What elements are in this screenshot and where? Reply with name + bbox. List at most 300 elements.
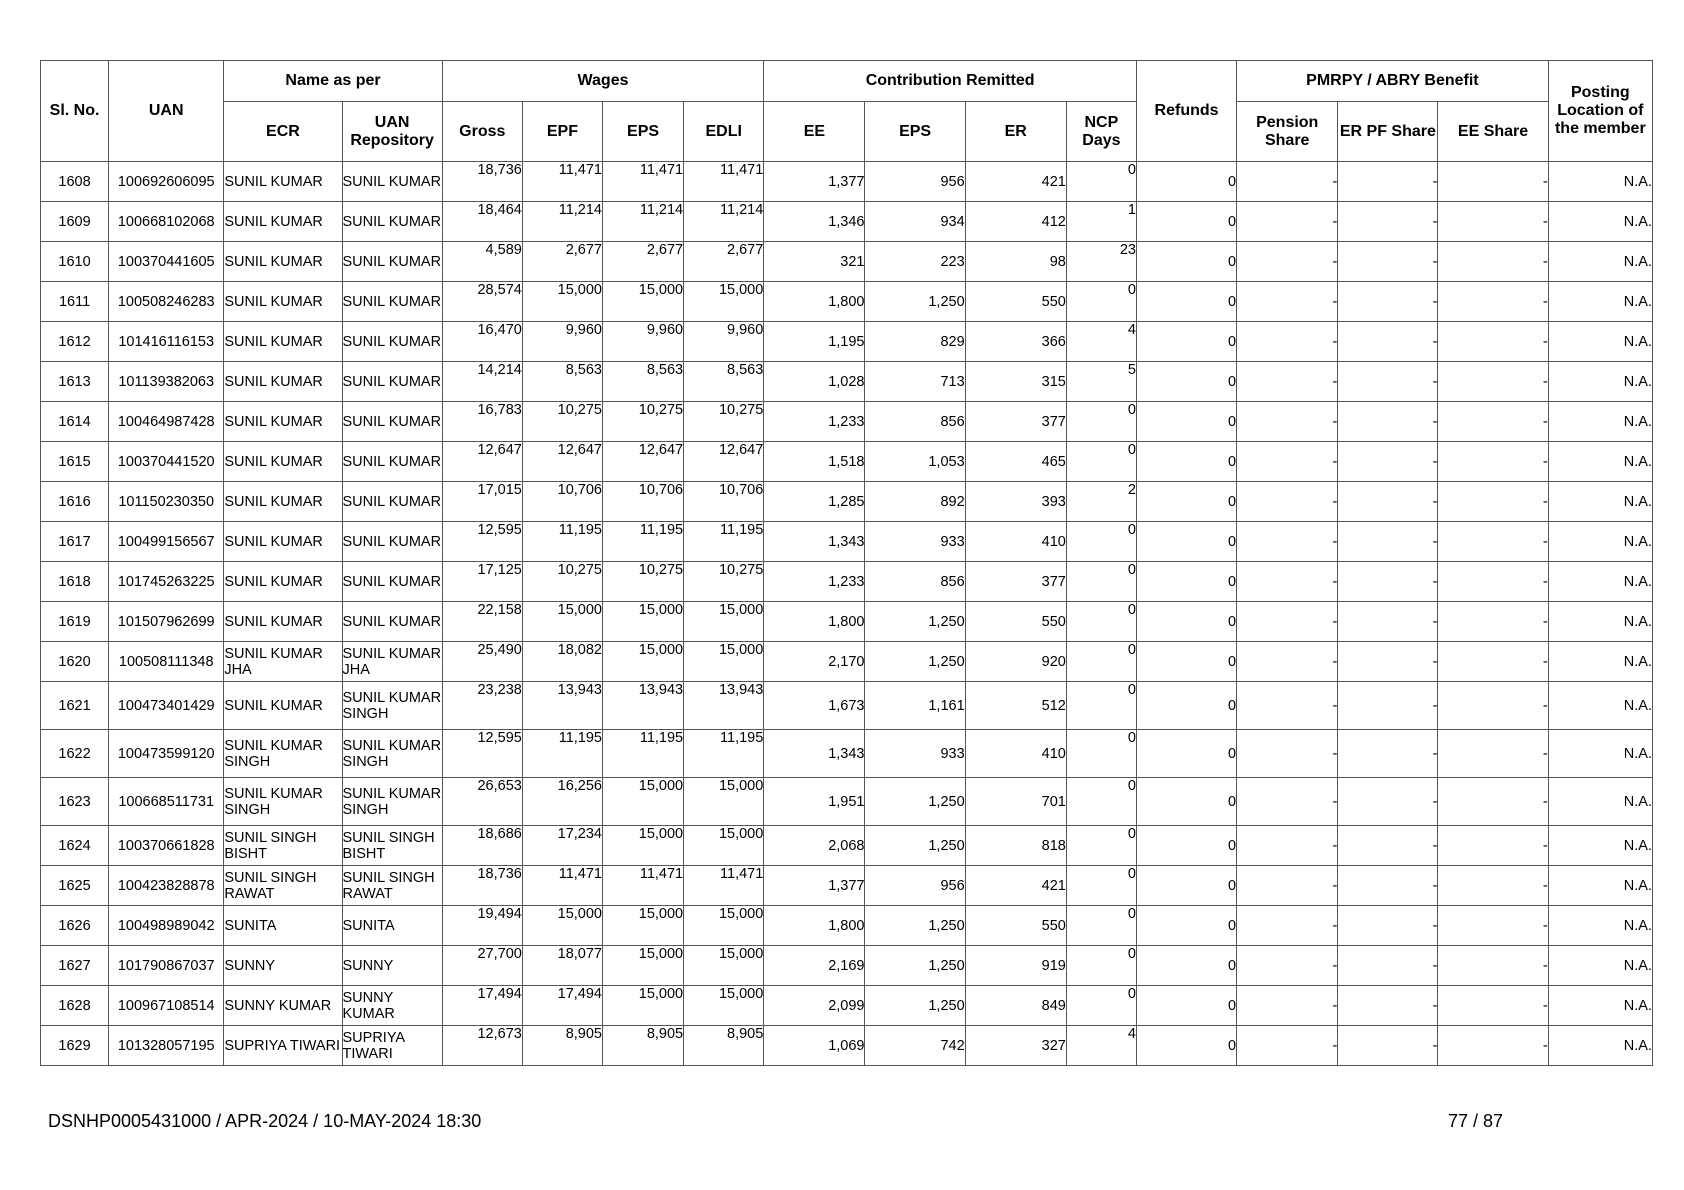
cell-refunds: 0 [1136, 946, 1236, 986]
cell-pension-share: - [1237, 946, 1338, 986]
cell-refunds: 0 [1136, 602, 1236, 642]
cell-ncp-days: 4 [1066, 1026, 1136, 1066]
cell-eps-contribution: 1,053 [865, 442, 965, 482]
cell-eps-contribution: 856 [865, 402, 965, 442]
header-epf: EPF [522, 102, 602, 162]
cell-posting-location: N.A. [1548, 778, 1652, 826]
header-ncp-days: NCP Days [1066, 102, 1136, 162]
cell-refunds: 0 [1136, 362, 1236, 402]
cell-gross: 26,653 [442, 778, 522, 826]
cell-sl-no: 1614 [41, 402, 109, 442]
cell-refunds: 0 [1136, 778, 1236, 826]
cell-posting-location: N.A. [1548, 866, 1652, 906]
cell-er-pf-share: - [1338, 866, 1438, 906]
cell-refunds: 0 [1136, 202, 1236, 242]
cell-sl-no: 1613 [41, 362, 109, 402]
table-row [41, 362, 1653, 402]
cell-edli: 15,000 [684, 778, 764, 826]
cell-er-pf-share: - [1338, 162, 1438, 202]
footer-page-number: 77 / 87 [1448, 1111, 1504, 1131]
cell-er: 98 [965, 242, 1066, 282]
cell-name-ecr: SUNNY [224, 946, 342, 986]
cell-er: 377 [965, 562, 1066, 602]
cell-sl-no: 1626 [41, 906, 109, 946]
cell-ee: 1,285 [764, 482, 865, 522]
cell-ee: 1,518 [764, 442, 865, 482]
cell-posting-location: N.A. [1548, 906, 1652, 946]
cell-uan: 101150230350 [109, 482, 224, 522]
cell-uan: 100473401429 [109, 682, 224, 730]
cell-name-uan-repository: SUNIL KUMAR [342, 522, 442, 562]
header-contribution-remitted: Contribution Remitted [764, 61, 1137, 102]
cell-ncp-days: 0 [1066, 522, 1136, 562]
cell-eps-wages: 11,214 [602, 202, 683, 242]
cell-eps-contribution: 1,250 [865, 946, 965, 986]
cell-epf: 15,000 [522, 906, 602, 946]
cell-edli: 10,706 [684, 482, 764, 522]
header-sl-no: Sl. No. [41, 61, 109, 162]
table-row [41, 682, 1653, 730]
cell-ncp-days: 0 [1066, 778, 1136, 826]
cell-sl-no: 1609 [41, 202, 109, 242]
cell-eps-wages: 10,706 [602, 482, 683, 522]
cell-epf: 18,082 [522, 642, 602, 682]
cell-refunds: 0 [1136, 162, 1236, 202]
cell-eps-wages: 10,275 [602, 562, 683, 602]
cell-refunds: 0 [1136, 522, 1236, 562]
cell-er: 421 [965, 162, 1066, 202]
cell-ncp-days: 1 [1066, 202, 1136, 242]
cell-er: 512 [965, 682, 1066, 730]
cell-refunds: 0 [1136, 826, 1236, 866]
header-er: ER [965, 102, 1066, 162]
cell-name-uan-repository: SUNIL KUMAR [342, 402, 442, 442]
cell-name-ecr: SUNNY KUMAR [224, 986, 342, 1026]
cell-ncp-days: 0 [1066, 402, 1136, 442]
cell-pension-share: - [1237, 730, 1338, 778]
cell-ncp-days: 4 [1066, 322, 1136, 362]
cell-name-ecr: SUNIL KUMAR [224, 202, 342, 242]
table-row [41, 482, 1653, 522]
cell-name-uan-repository: SUNIL KUMAR [342, 482, 442, 522]
cell-pension-share: - [1237, 202, 1338, 242]
cell-name-ecr: SUNIL KUMAR SINGH [224, 730, 342, 778]
table-row [41, 562, 1653, 602]
cell-sl-no: 1621 [41, 682, 109, 730]
cell-er-pf-share: - [1338, 242, 1438, 282]
cell-sl-no: 1608 [41, 162, 109, 202]
cell-ee: 1,069 [764, 1026, 865, 1066]
cell-name-uan-repository: SUNIL KUMAR [342, 162, 442, 202]
cell-sl-no: 1610 [41, 242, 109, 282]
cell-ee-share: - [1438, 730, 1548, 778]
cell-er-pf-share: - [1338, 362, 1438, 402]
cell-er: 327 [965, 1026, 1066, 1066]
cell-ee: 1,800 [764, 282, 865, 322]
cell-name-uan-repository: SUNITA [342, 906, 442, 946]
cell-uan: 100508111348 [109, 642, 224, 682]
cell-edli: 15,000 [684, 906, 764, 946]
cell-pension-share: - [1237, 562, 1338, 602]
cell-epf: 10,275 [522, 402, 602, 442]
cell-gross: 28,574 [442, 282, 522, 322]
cell-ncp-days: 0 [1066, 162, 1136, 202]
cell-er: 919 [965, 946, 1066, 986]
cell-pension-share: - [1237, 778, 1338, 826]
cell-eps-contribution: 1,161 [865, 682, 965, 730]
cell-eps-contribution: 1,250 [865, 986, 965, 1026]
cell-posting-location: N.A. [1548, 602, 1652, 642]
cell-er-pf-share: - [1338, 682, 1438, 730]
cell-uan: 100473599120 [109, 730, 224, 778]
cell-eps-contribution: 1,250 [865, 778, 965, 826]
cell-name-ecr: SUNIL KUMAR [224, 242, 342, 282]
cell-eps-wages: 15,000 [602, 778, 683, 826]
cell-posting-location: N.A. [1548, 442, 1652, 482]
cell-gross: 12,647 [442, 442, 522, 482]
cell-ncp-days: 0 [1066, 730, 1136, 778]
cell-ee: 2,169 [764, 946, 865, 986]
cell-name-uan-repository: SUNIL KUMAR [342, 242, 442, 282]
cell-name-ecr: SUNIL KUMAR JHA [224, 642, 342, 682]
cell-uan: 101416116153 [109, 322, 224, 362]
cell-posting-location: N.A. [1548, 362, 1652, 402]
table-row [41, 242, 1653, 282]
cell-epf: 18,077 [522, 946, 602, 986]
cell-er: 410 [965, 730, 1066, 778]
cell-ee: 1,346 [764, 202, 865, 242]
cell-posting-location: N.A. [1548, 162, 1652, 202]
cell-eps-wages: 13,943 [602, 682, 683, 730]
cell-er-pf-share: - [1338, 906, 1438, 946]
cell-ncp-days: 0 [1066, 866, 1136, 906]
header-pension-share: Pension Share [1237, 102, 1338, 162]
header-ecr: ECR [224, 102, 342, 162]
cell-ncp-days: 2 [1066, 482, 1136, 522]
cell-uan: 101328057195 [109, 1026, 224, 1066]
cell-sl-no: 1624 [41, 826, 109, 866]
cell-gross: 4,589 [442, 242, 522, 282]
cell-eps-wages: 8,563 [602, 362, 683, 402]
table-row [41, 162, 1653, 202]
cell-ee-share: - [1438, 562, 1548, 602]
cell-epf: 8,563 [522, 362, 602, 402]
cell-epf: 12,647 [522, 442, 602, 482]
cell-eps-wages: 2,677 [602, 242, 683, 282]
cell-er: 366 [965, 322, 1066, 362]
cell-ncp-days: 0 [1066, 642, 1136, 682]
cell-name-ecr: SUNIL KUMAR SINGH [224, 778, 342, 826]
cell-gross: 12,595 [442, 730, 522, 778]
header-pmrpy-abry: PMRPY / ABRY Benefit [1237, 61, 1549, 102]
header-edli: EDLI [684, 102, 764, 162]
cell-gross: 14,214 [442, 362, 522, 402]
cell-sl-no: 1622 [41, 730, 109, 778]
cell-epf: 10,706 [522, 482, 602, 522]
cell-name-uan-repository: SUNIL KUMAR [342, 562, 442, 602]
cell-posting-location: N.A. [1548, 642, 1652, 682]
cell-eps-contribution: 1,250 [865, 906, 965, 946]
cell-epf: 15,000 [522, 282, 602, 322]
cell-posting-location: N.A. [1548, 682, 1652, 730]
cell-sl-no: 1617 [41, 522, 109, 562]
cell-uan: 101507962699 [109, 602, 224, 642]
cell-edli: 11,471 [684, 866, 764, 906]
cell-eps-wages: 15,000 [602, 906, 683, 946]
cell-er-pf-share: - [1338, 562, 1438, 602]
header-wages: Wages [442, 61, 764, 102]
cell-eps-wages: 15,000 [602, 602, 683, 642]
cell-eps-contribution: 713 [865, 362, 965, 402]
cell-eps-contribution: 933 [865, 730, 965, 778]
cell-name-uan-repository: SUNIL KUMAR SINGH [342, 778, 442, 826]
cell-ee-share: - [1438, 202, 1548, 242]
cell-name-ecr: SUPRIYA TIWARI [224, 1026, 342, 1066]
cell-gross: 18,686 [442, 826, 522, 866]
cell-edli: 12,647 [684, 442, 764, 482]
cell-gross: 17,494 [442, 986, 522, 1026]
cell-posting-location: N.A. [1548, 946, 1652, 986]
cell-eps-wages: 15,000 [602, 826, 683, 866]
table-row [41, 946, 1653, 986]
cell-eps-contribution: 933 [865, 522, 965, 562]
cell-eps-contribution: 956 [865, 162, 965, 202]
cell-uan: 100967108514 [109, 986, 224, 1026]
cell-uan: 100423828878 [109, 866, 224, 906]
cell-eps-contribution: 892 [865, 482, 965, 522]
cell-er-pf-share: - [1338, 402, 1438, 442]
cell-epf: 13,943 [522, 682, 602, 730]
cell-posting-location: N.A. [1548, 826, 1652, 866]
cell-epf: 17,494 [522, 986, 602, 1026]
cell-name-uan-repository: SUNIL KUMAR [342, 602, 442, 642]
cell-eps-wages: 15,000 [602, 986, 683, 1026]
cell-uan: 101745263225 [109, 562, 224, 602]
cell-ee: 2,099 [764, 986, 865, 1026]
cell-er: 550 [965, 906, 1066, 946]
cell-epf: 8,905 [522, 1026, 602, 1066]
cell-pension-share: - [1237, 866, 1338, 906]
header-uan-repository: UAN Repository [342, 102, 442, 162]
cell-sl-no: 1625 [41, 866, 109, 906]
cell-ncp-days: 0 [1066, 682, 1136, 730]
cell-name-ecr: SUNITA [224, 906, 342, 946]
header-gross: Gross [442, 102, 522, 162]
cell-gross: 12,673 [442, 1026, 522, 1066]
cell-eps-wages: 15,000 [602, 642, 683, 682]
cell-name-ecr: SUNIL SINGH RAWAT [224, 866, 342, 906]
cell-edli: 8,563 [684, 362, 764, 402]
cell-ncp-days: 5 [1066, 362, 1136, 402]
cell-er: 377 [965, 402, 1066, 442]
header-refunds: Refunds [1136, 61, 1236, 162]
cell-gross: 23,238 [442, 682, 522, 730]
cell-epf: 15,000 [522, 602, 602, 642]
cell-ee-share: - [1438, 682, 1548, 730]
cell-uan: 100499156567 [109, 522, 224, 562]
header-uan: UAN [109, 61, 224, 162]
header-ee: EE [764, 102, 865, 162]
table-row [41, 442, 1653, 482]
cell-name-ecr: SUNIL KUMAR [224, 562, 342, 602]
header-posting-location: Posting Location of the member [1548, 61, 1652, 162]
table-row [41, 778, 1653, 826]
cell-ee: 1,800 [764, 906, 865, 946]
cell-er-pf-share: - [1338, 202, 1438, 242]
cell-er-pf-share: - [1338, 482, 1438, 522]
cell-eps-contribution: 934 [865, 202, 965, 242]
cell-posting-location: N.A. [1548, 522, 1652, 562]
cell-er-pf-share: - [1338, 826, 1438, 866]
cell-uan: 101139382063 [109, 362, 224, 402]
header-name-as-per: Name as per [224, 61, 442, 102]
cell-ee: 1,343 [764, 522, 865, 562]
cell-refunds: 0 [1136, 282, 1236, 322]
cell-ee-share: - [1438, 362, 1548, 402]
cell-eps-wages: 11,471 [602, 162, 683, 202]
cell-er: 701 [965, 778, 1066, 826]
cell-ee-share: - [1438, 402, 1548, 442]
cell-eps-contribution: 742 [865, 1026, 965, 1066]
cell-name-ecr: SUNIL KUMAR [224, 322, 342, 362]
cell-pension-share: - [1237, 402, 1338, 442]
cell-epf: 17,234 [522, 826, 602, 866]
cell-ncp-days: 0 [1066, 562, 1136, 602]
cell-ncp-days: 0 [1066, 282, 1136, 322]
cell-er-pf-share: - [1338, 642, 1438, 682]
cell-pension-share: - [1237, 906, 1338, 946]
cell-refunds: 0 [1136, 482, 1236, 522]
cell-pension-share: - [1237, 986, 1338, 1026]
cell-edli: 9,960 [684, 322, 764, 362]
cell-er-pf-share: - [1338, 442, 1438, 482]
cell-name-ecr: SUNIL KUMAR [224, 362, 342, 402]
cell-name-uan-repository: SUNNY [342, 946, 442, 986]
cell-er: 315 [965, 362, 1066, 402]
cell-ee: 1,233 [764, 562, 865, 602]
cell-name-ecr: SUNIL KUMAR [224, 602, 342, 642]
cell-refunds: 0 [1136, 442, 1236, 482]
cell-eps-wages: 11,195 [602, 522, 683, 562]
cell-er: 550 [965, 602, 1066, 642]
table-row [41, 826, 1653, 866]
cell-ee: 2,068 [764, 826, 865, 866]
cell-er: 818 [965, 826, 1066, 866]
cell-sl-no: 1628 [41, 986, 109, 1026]
cell-gross: 27,700 [442, 946, 522, 986]
cell-posting-location: N.A. [1548, 730, 1652, 778]
cell-name-uan-repository: SUNIL KUMAR [342, 282, 442, 322]
cell-pension-share: - [1237, 242, 1338, 282]
cell-edli: 2,677 [684, 242, 764, 282]
cell-eps-wages: 15,000 [602, 946, 683, 986]
table-row [41, 202, 1653, 242]
cell-epf: 16,256 [522, 778, 602, 826]
cell-edli: 11,195 [684, 730, 764, 778]
cell-name-uan-repository: SUNIL SINGH RAWAT [342, 866, 442, 906]
cell-ee-share: - [1438, 946, 1548, 986]
cell-sl-no: 1618 [41, 562, 109, 602]
cell-eps-contribution: 956 [865, 866, 965, 906]
cell-ee-share: - [1438, 642, 1548, 682]
cell-pension-share: - [1237, 1026, 1338, 1066]
cell-ee-share: - [1438, 866, 1548, 906]
cell-name-uan-repository: SUPRIYA TIWARI [342, 1026, 442, 1066]
cell-name-uan-repository: SUNIL KUMAR [342, 362, 442, 402]
cell-refunds: 0 [1136, 562, 1236, 602]
table-row [41, 986, 1653, 1026]
cell-sl-no: 1620 [41, 642, 109, 682]
cell-name-ecr: SUNIL SINGH BISHT [224, 826, 342, 866]
cell-pension-share: - [1237, 482, 1338, 522]
cell-edli: 10,275 [684, 402, 764, 442]
cell-edli: 15,000 [684, 826, 764, 866]
cell-uan: 100668511731 [109, 778, 224, 826]
cell-refunds: 0 [1136, 1026, 1236, 1066]
cell-er: 421 [965, 866, 1066, 906]
cell-ee-share: - [1438, 482, 1548, 522]
cell-gross: 22,158 [442, 602, 522, 642]
cell-sl-no: 1619 [41, 602, 109, 642]
cell-eps-contribution: 1,250 [865, 282, 965, 322]
cell-name-ecr: SUNIL KUMAR [224, 442, 342, 482]
cell-er: 393 [965, 482, 1066, 522]
cell-pension-share: - [1237, 826, 1338, 866]
cell-uan: 100370441605 [109, 242, 224, 282]
cell-name-ecr: SUNIL KUMAR [224, 402, 342, 442]
cell-name-uan-repository: SUNIL KUMAR JHA [342, 642, 442, 682]
cell-ee-share: - [1438, 986, 1548, 1026]
cell-name-uan-repository: SUNIL KUMAR [342, 322, 442, 362]
cell-eps-wages: 10,275 [602, 402, 683, 442]
cell-epf: 11,471 [522, 866, 602, 906]
cell-eps-wages: 11,195 [602, 730, 683, 778]
cell-ee: 1,343 [764, 730, 865, 778]
cell-ee: 1,800 [764, 602, 865, 642]
cell-uan: 100370441520 [109, 442, 224, 482]
header-eps-wages: EPS [602, 102, 683, 162]
cell-name-uan-repository: SUNIL KUMAR SINGH [342, 730, 442, 778]
cell-gross: 16,470 [442, 322, 522, 362]
cell-refunds: 0 [1136, 730, 1236, 778]
cell-ee-share: - [1438, 282, 1548, 322]
cell-name-uan-repository: SUNIL KUMAR [342, 442, 442, 482]
cell-sl-no: 1611 [41, 282, 109, 322]
cell-posting-location: N.A. [1548, 482, 1652, 522]
cell-uan: 101790867037 [109, 946, 224, 986]
cell-pension-share: - [1237, 642, 1338, 682]
cell-ee-share: - [1438, 906, 1548, 946]
cell-ee-share: - [1438, 1026, 1548, 1066]
cell-sl-no: 1627 [41, 946, 109, 986]
cell-name-ecr: SUNIL KUMAR [224, 162, 342, 202]
cell-pension-share: - [1237, 282, 1338, 322]
cell-name-uan-repository: SUNIL KUMAR [342, 202, 442, 242]
table-row [41, 402, 1653, 442]
cell-ee: 1,951 [764, 778, 865, 826]
cell-ee: 1,233 [764, 402, 865, 442]
cell-er: 550 [965, 282, 1066, 322]
cell-name-ecr: SUNIL KUMAR [224, 522, 342, 562]
cell-ee-share: - [1438, 778, 1548, 826]
cell-refunds: 0 [1136, 242, 1236, 282]
cell-ee: 2,170 [764, 642, 865, 682]
cell-edli: 13,943 [684, 682, 764, 730]
cell-epf: 11,195 [522, 522, 602, 562]
cell-ncp-days: 0 [1066, 826, 1136, 866]
cell-uan: 100692606095 [109, 162, 224, 202]
cell-posting-location: N.A. [1548, 322, 1652, 362]
